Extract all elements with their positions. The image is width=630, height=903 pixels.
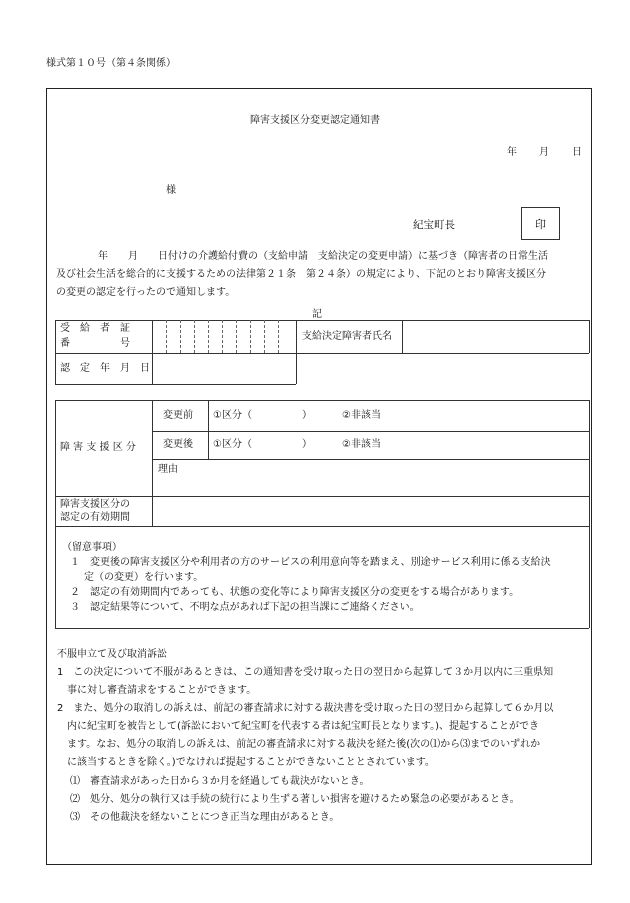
appeal-line-2: 事に対し審査請求をすることができます。 (67, 685, 257, 696)
disabled-name-label: 支給決定障害者氏名 (302, 331, 392, 342)
addressee-suffix: 様 (166, 185, 176, 196)
cert-date-label: 認 定 年 月 日 (60, 363, 150, 374)
note-item-2: ２ 認定の有効期間内であっても、状態の変化等により障害支援区分の変更をする場合があります。 (70, 587, 520, 598)
validity-label-2: 認定の有効期間 (60, 512, 130, 523)
before-change-label: 変更前 (163, 410, 193, 421)
validity-label-1: 障害支援区分の (60, 499, 130, 510)
appeal-line-3: 2 また、処分の取消しの訴えは、前記の審査請求に対する裁決書を受け取った日の翌日から起算して６か月以 (57, 703, 554, 714)
appeal-heading: 不服申立て及び取消訴訟 (57, 649, 167, 660)
ki-label: 記 (312, 309, 322, 320)
recipient-no-label-1: 受 給 者 証 (60, 323, 130, 334)
appeal-subitem-1: ⑴ 審査請求があった日から３か月を経過しても裁決がないとき。 (70, 776, 370, 787)
date-year: 年 (507, 147, 517, 158)
date-day: 日 (572, 147, 582, 158)
notes-heading: （留意事項） (62, 542, 122, 553)
recipient-no-label-2: 番 号 (60, 338, 130, 349)
seal-box (521, 207, 560, 240)
appeal-line-1: 1 この決定について不服があるときは、この通知書を受け取った日の翌日から起算して３か月以内に三重県知 (57, 667, 554, 678)
intro-line-3: の変更の認定を行ったので通知します。 (56, 287, 236, 298)
intro-line-2: 及び社会生活を総合的に支援するための法律第２１条 第２４条）の規定により、下記のとおり障害支援区分 (56, 269, 546, 280)
support-category-label: 障 害 支 援 区 分 (60, 442, 136, 453)
form-number: 様式第１０号（第４条関係） (46, 58, 176, 69)
appeal-subitem-3: ⑶ その他裁決を経ないことにつき正当な理由があるとき。 (70, 812, 340, 823)
seal-text: 印 (535, 217, 546, 231)
intro-line-1: 年 月 日付けの介護給付費の（支給申請 支給決定の変更申請）に基づき（障害者の日常生活 (98, 251, 548, 262)
after-change-label: 変更後 (163, 439, 193, 450)
note-item-1: １ 変更後の障害支援区分や利用者の方のサービスの利用意向等を踏まえ、別途サービス利用に係る支給決 (70, 557, 551, 568)
note-item-1-cont: 定（の変更）を行います。 (84, 572, 204, 583)
document-title: 障害支援区分変更認定通知書 (250, 115, 380, 126)
appeal-line-4: 内に紀宝町を被告として(訴訟において紀宝町を代表する者は紀宝町長となります。)、提起することができ (67, 721, 540, 732)
before-choice-2: ②非該当 (342, 410, 381, 421)
note-item-3: ３ 認定結果等について、不明な点があれば下記の担当課にご連絡ください。 (70, 602, 420, 613)
appeal-subitem-2: ⑵ 処分、処分の執行又は手続の続行により生ずる著しい損害を避けるため緊急の必要があるとき。 (70, 794, 520, 805)
appeal-line-6: に該当するときを除く。)でなければ提起することができないこととされています。 (67, 757, 435, 768)
before-choice-1: ①区分（ ） (213, 410, 312, 421)
after-choice-2: ②非該当 (342, 439, 381, 450)
appeal-line-5: ます。なお、処分の取消しの訴えは、前記の審査請求に対する裁決を経た後(次の⑴から⑶までのいずれか (67, 739, 541, 750)
date-month: 月 (539, 147, 549, 158)
issuer: 紀宝町長 (413, 219, 455, 231)
after-choice-1: ①区分（ ） (213, 439, 312, 450)
reason-label: 理由 (158, 464, 178, 475)
